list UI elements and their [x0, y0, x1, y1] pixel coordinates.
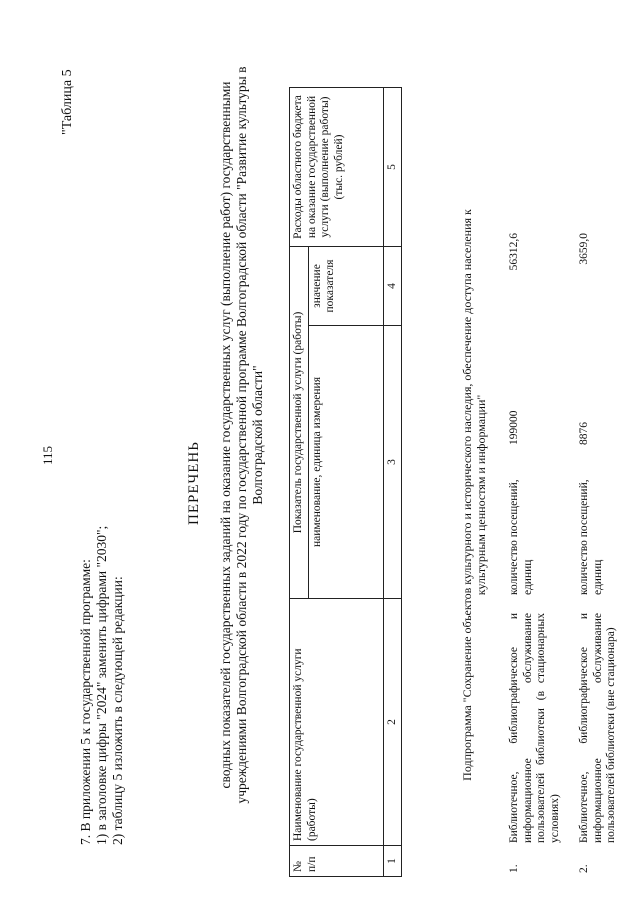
document-heading: ПЕРЕЧЕНЬ: [186, 441, 202, 525]
row-number: 1.: [508, 864, 520, 873]
table-row: [578, 87, 638, 877]
header-indicator-name: наименование, единица измерения: [308, 326, 383, 599]
indicators-table: [289, 87, 402, 877]
service-name: Библиотечное, библиографическое и информационное обслуживание пользователей библиотеки (вне стационара): [578, 613, 617, 843]
column-number: 2: [383, 599, 402, 846]
row-number: 2.: [578, 864, 590, 873]
header-indicator-value: значение показателя: [308, 247, 383, 326]
expense-value: 3659,0: [578, 233, 590, 265]
service-name: Библиотечное, библиографическое и информационное обслуживание пользователей библиотеки (в стационарных условиях): [508, 613, 561, 843]
table-row: [508, 87, 578, 877]
header-num: № п/п: [290, 846, 384, 877]
document-subtitle: сводных показателей государственных заданий на оказание государственных услуг (выполнение работ) государственными учреждениями Волгоградской области в 2022 году по государственной программе Волгоградской области "Развитие культуры в Волгоградской области": [218, 66, 265, 804]
amendment-text: [78, 526, 126, 845]
amendment-line: 2) таблицу 5 изложить в следующей редакции:: [110, 576, 125, 845]
header-service-name: Наименование государственной услуги (работы): [290, 599, 384, 846]
column-number-row: [383, 88, 402, 877]
column-number: 4: [383, 247, 402, 326]
indicator-unit: количество посещений, единиц: [508, 479, 534, 595]
column-number: 3: [383, 326, 402, 599]
table-label: "Таблица 5: [60, 69, 75, 135]
column-number: 1: [383, 846, 402, 877]
amendment-line: 1) в заголовке цифры "2024" заменить цифрами "2030";: [94, 525, 109, 845]
indicator-value: 8876: [578, 422, 590, 445]
header-expenses: Расходы областного бюджета на оказание государственной услуги (выполнение работы) (тыс. рублей): [290, 88, 384, 247]
amendment-line: 7. В приложении 5 к государственной программе:: [78, 559, 93, 845]
indicator-value: 199000: [508, 410, 520, 445]
indicator-unit: количество посещений, единиц: [578, 479, 604, 595]
table-header-row: [290, 88, 309, 877]
header-indicator-group: Показатель государственной услуги (работы): [290, 247, 309, 599]
column-number: 5: [383, 88, 402, 247]
expense-value: 56312,6: [508, 233, 520, 271]
page-number: 115: [40, 445, 55, 465]
subprogram-title: Подпрограмма "Сохранение объектов культурного и исторического наследия, обеспечение доступа населения к культурным ценностям и информации": [460, 209, 488, 781]
